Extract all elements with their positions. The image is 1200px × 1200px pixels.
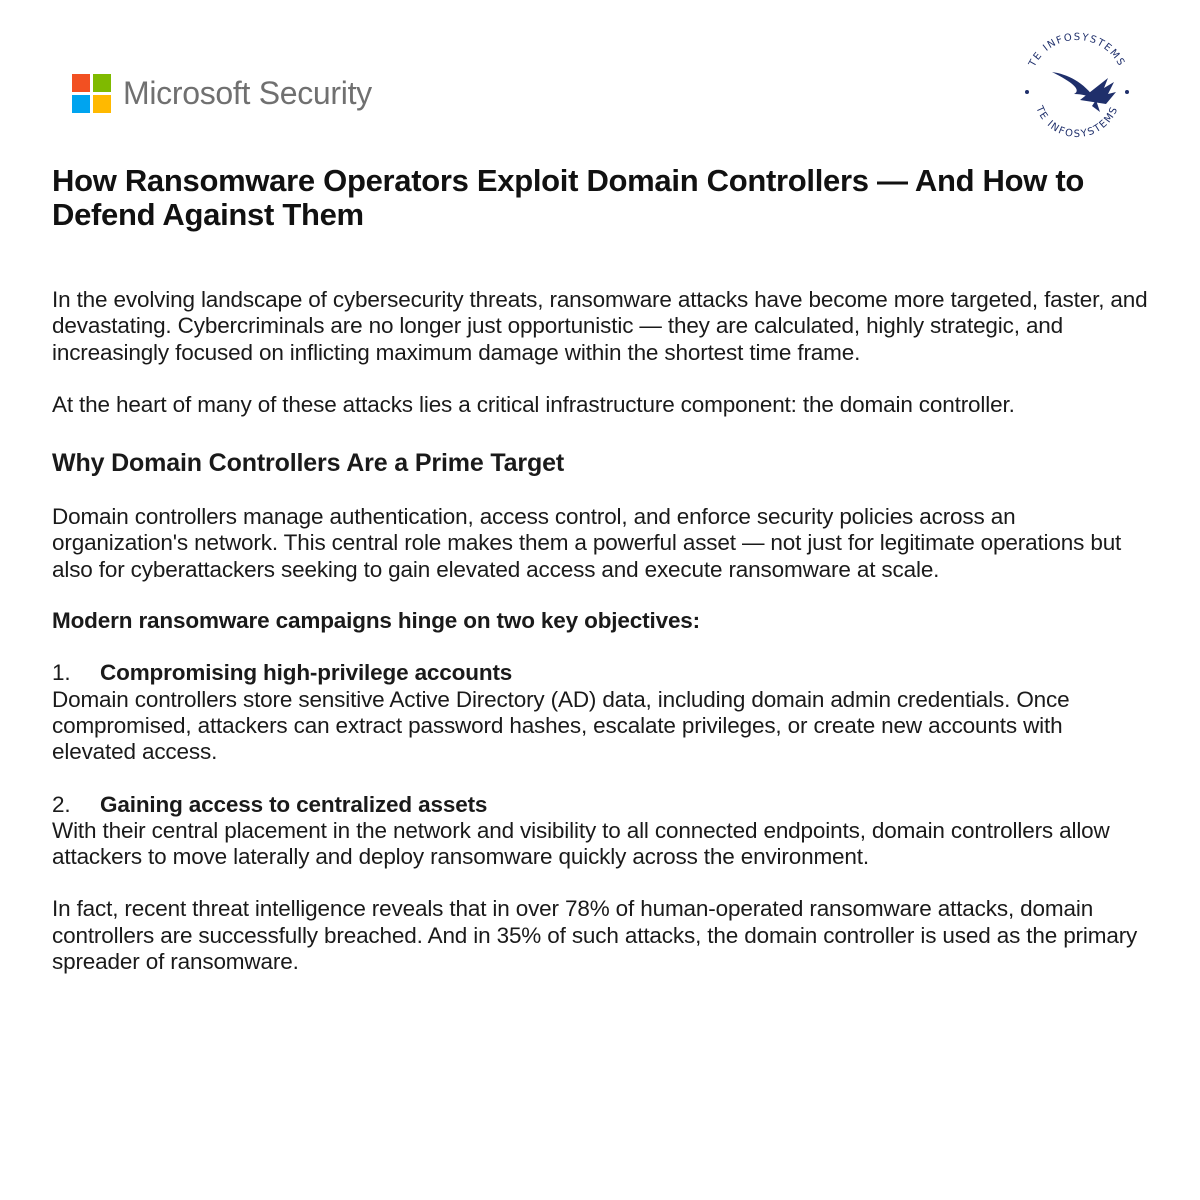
microsoft-security-logo [72, 74, 372, 113]
brand-name: Microsoft Security [123, 75, 372, 111]
svg-text:TE INFOSYSTEMS [1033, 104, 1121, 140]
te-infosystems-seal [1012, 22, 1142, 152]
objectives-lead: Modern ransomware campaigns hinge on two key objectives: [52, 608, 701, 634]
logo-square-green [93, 74, 111, 92]
objective-number: 1. [52, 660, 71, 686]
article-body [52, 287, 1152, 975]
logo-square-red [72, 74, 90, 92]
section-body: Domain controllers manage authentication, access control, and enforce security policies across an organization's network. This central role makes them a powerful asset — not just for legitimate operations but also for cyberattackers seeking to gain elevated access and execute ransomware at scale. [52, 504, 1122, 582]
objective-title: Compromising high-privilege accounts [100, 660, 513, 686]
logo-square-blue [72, 95, 90, 113]
article-title: How Ransomware Operators Exploit Domain Controllers — And How to Defend Against Them [52, 163, 1085, 232]
intro-paragraph-1: In the evolving landscape of cybersecurity threats, ransomware attacks have become more targeted, faster, and devastating. Cybercriminals are no longer just opportunistic — they are calculated, highly strategic, and increasingly focused on inflicting maximum damage within the shortest time frame. [52, 287, 1148, 365]
logo-square-yellow [93, 95, 111, 113]
section-heading: Why Domain Controllers Are a Prime Target [52, 449, 565, 478]
seal-dot-right [1125, 90, 1129, 94]
objective-title: Gaining access to centralized assets [100, 791, 488, 817]
objective-heading [52, 660, 1152, 686]
seal-top-text: TE INFOSYSTEMS [1027, 31, 1127, 69]
seal-bottom-text: TE INFOSYSTEMS [1033, 104, 1121, 141]
closing-paragraph: In fact, recent threat intelligence reveals that in over 78% of human-operated ransomware attacks, domain controllers are successfully breached. And in 35% of such attacks, the domain controller is used as the primary spreader of ransomware. [52, 896, 1138, 975]
microsoft-logo-icon [72, 74, 111, 113]
eagle-wing-icon [1052, 72, 1116, 112]
objective-item-1 [52, 660, 1152, 765]
objective-heading [52, 792, 1152, 818]
objective-body: With their central placement in the network and visibility to all connected endpoints, domain controllers allow attackers to move laterally and deploy ransomware quickly across the environment. [52, 817, 1110, 870]
svg-text:TE INFOSYSTEMS [1027, 32, 1127, 70]
intro-paragraph-2: At the heart of many of these attacks lies a critical infrastructure component: the domain controller. [52, 391, 1015, 417]
objective-item-2 [52, 792, 1152, 871]
objective-body: Domain controllers store sensitive Active Directory (AD) data, including domain admin credentials. Once compromised, attackers can extract password hashes, escalate privileges, or create new accounts with elevated access. [52, 686, 1070, 765]
seal-dot-left [1025, 90, 1029, 94]
objective-number: 2. [52, 791, 71, 817]
